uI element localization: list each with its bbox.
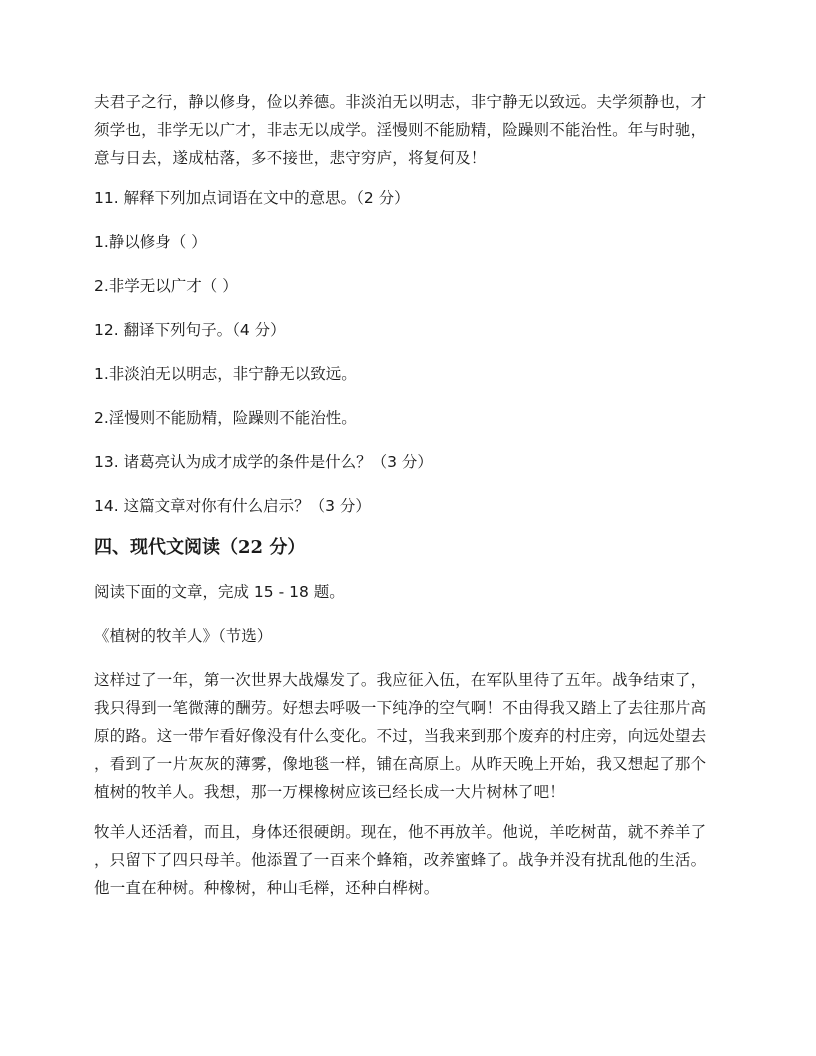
- article-paragraph-2: [94, 818, 724, 902]
- question-14: 14. 这篇文章对你有什么启示？（3 分）: [94, 497, 371, 515]
- text-line: 牧羊人还活着，而且，身体还很硬朗。现在，他不再放羊。他说，羊吃树苗，就不养羊了: [94, 823, 707, 841]
- question-11-item-1: 1.静以修身（ ）: [94, 233, 207, 251]
- article-paragraph-1: [94, 666, 724, 806]
- text-line: 须学也，非学无以广才，非志无以成学。淫慢则不能励精，险躁则不能治性。年与时驰，: [94, 121, 707, 139]
- text-line: 意与日去，遂成枯落，多不接世，悲守穷庐，将复何及！: [94, 149, 487, 167]
- reading-instruction: 阅读下面的文章，完成 15 - 18 题。: [94, 583, 345, 601]
- section-heading: 四、现代文阅读（22 分）: [94, 537, 306, 558]
- text-line: 植树的牧羊人。我想，那一万棵橡树应该已经长成一大片树林了吧！: [94, 783, 566, 801]
- question-12: 12. 翻译下列句子。（4 分）: [94, 321, 286, 339]
- text-line: 他一直在种树。种橡树，种山毛榉，还种白桦树。: [94, 879, 440, 897]
- question-11-item-2: 2.非学无以广才（ ）: [94, 277, 238, 295]
- classical-text-paragraph: [94, 88, 724, 172]
- question-12-item-2: 2.淫慢则不能励精，险躁则不能治性。: [94, 409, 357, 427]
- text-line: 这样过了一年，第一次世界大战爆发了。我应征入伍，在军队里待了五年。战争结束了，: [94, 671, 707, 689]
- text-line: 原的路。这一带乍看好像没有什么变化。不过，当我来到那个废弃的村庄旁，向远处望去: [94, 727, 707, 745]
- text-line: ，只留下了四只母羊。他添置了一百来个蜂箱，改养蜜蜂了。战争并没有扰乱他的生活。: [94, 851, 707, 869]
- text-line: ，看到了一片灰灰的薄雾，像地毯一样，铺在高原上。从昨天晚上开始，我又想起了那个: [94, 755, 707, 773]
- text-line: 夫君子之行，静以修身，俭以养德。非淡泊无以明志，非宁静无以致远。夫学须静也，才: [94, 93, 707, 111]
- question-11: 11. 解释下列加点词语在文中的意思。（2 分）: [94, 189, 410, 207]
- question-12-item-1: 1.非淡泊无以明志，非宁静无以致远。: [94, 365, 357, 383]
- question-13: 13. 诸葛亮认为成才成学的条件是什么？（3 分）: [94, 453, 433, 471]
- article-title: 《植树的牧羊人》（节选）: [94, 627, 273, 645]
- document-page: [94, 88, 724, 916]
- text-line: 我只得到一笔微薄的酬劳。好想去呼吸一下纯净的空气啊！不由得我又踏上了去往那片高: [94, 699, 707, 717]
